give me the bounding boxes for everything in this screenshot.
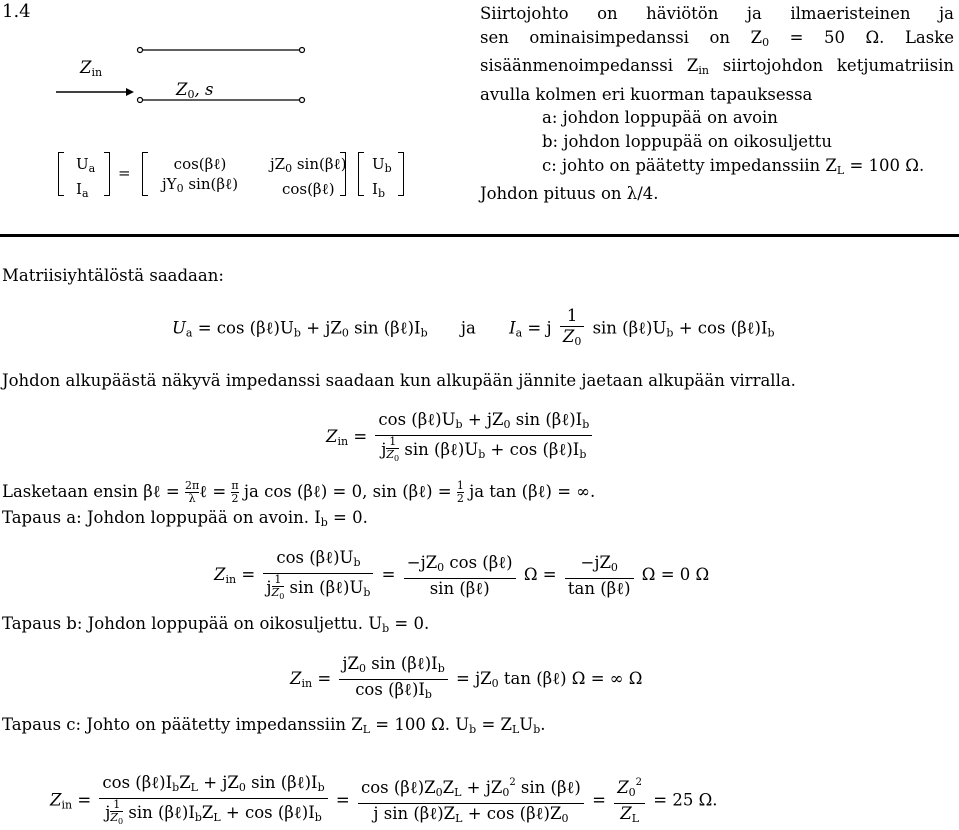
statement-line3: sisäänmenoimpedanssi $Z_{in}$ siirtojohdon ketjumatriisin [480, 56, 954, 78]
case-b-equation: $Z_{in}$ = $\frac{jZ_0 \sin (\beta\ell)I_b}{\cos (\beta\ell)I_b}$ = $jZ_0$ tan (βℓ) Ω = ∞ Ω [290, 654, 643, 701]
problem-number: 1.4 [2, 1, 31, 22]
terminal-b-bottom [300, 98, 305, 103]
statement-case-b: b: johdon loppupää on oikosuljettu [542, 131, 832, 151]
statement-case-c: c: johto on päätetty impedanssiin $Z_L = 100$ Ω. [542, 155, 925, 177]
zin-label: $Z_{in}$ [80, 58, 103, 79]
problem-statement [480, 2, 954, 206]
case-a-equation: $Z_{in}$ = $\cos (\beta\ell)U_b$ j $\frac{1}{Z_0}$ $\sin (\beta\ell)U_b$ = $\frac{-jZ_0 \cos (\beta\ell)}{\text{sin (βℓ)}}$ Ω = $\frac{-jZ_0}{\text{tan (βℓ)}}$ Ω = 0 Ω [214, 548, 710, 602]
line-label: $Z_0$, s [176, 80, 214, 101]
statement-line1: Siirtojohto on häviötön ja ilmaeristeinen ja [480, 4, 954, 23]
lhs-vector: $U_a$ $I_a$ [76, 155, 96, 200]
lasketaan-line: Lasketaan ensin βℓ = $\frac{2\pi}{\lambda}$ ℓ = $\frac{\pi}{2}$ ja cos (βℓ) = 0, sin (βℓ) = $\frac{1}{2}$ ja tan (βℓ) = ∞. [2, 479, 596, 505]
matrix-col2: $jZ_0$ sin(βℓ) cos(βℓ) [270, 155, 347, 198]
case-b-title: Tapaus b: Johdon loppupää on oikosuljettu. $U_b = 0$. [2, 614, 430, 635]
matrix-equations: $U_a = \cos$ $(\beta\ell)U_b + jZ_0$ $\sin (\beta\ell)I_b$ ja $I_a = j$ $\frac{1}{Z_0}$ $\sin (\beta\ell)U_b + \cos$ $(\beta\ell)I_b$ [172, 306, 775, 348]
solution-intro: Matriisiyhtälöstä saadaan: [2, 266, 224, 285]
chain-matrix-equation [58, 150, 418, 200]
terminal-a-top [138, 48, 143, 53]
zin-general-equation: $Z_{in}$ = $\cos (\beta\ell)U_b + jZ_0$ $\sin (\beta\ell)I_b$ j $\frac{1}{Z_0}$ $\sin (\beta\ell)U_b + \cos$ $(\beta\ell)I_b$ [326, 410, 595, 465]
statement-case-a: a: johdon loppupää on avoin [542, 108, 778, 128]
case-c-equation: $Z_{in}$ = $\cos (\beta\ell)I_bZ_L + jZ_0$ $\sin (\beta\ell)I_b$ j $\frac{1}{Z_0}$ $\sin (\beta\ell)I_bZ_L + \cos$ $(\beta\ell)I_b$ = $\frac{\cos (\beta\ell)Z_0Z_L + jZ_0^2 \sin (\beta\ell)}{j \sin (\beta\ell)Z_L + \cos (\beta\ell)Z_0}$ = $\frac{Z_0^2}{Z_L}$ = 25 Ω. [50, 773, 718, 827]
section-divider [0, 234, 959, 237]
statement-line4: avulla kolmen eri kuorman tapauksessa [480, 84, 813, 104]
input-arrow-head [126, 88, 134, 96]
solution-para1: Johdon alkupäästä näkyvä impedanssi saadaan kun alkupään jännite jaetaan alkupään virralla. [2, 371, 796, 390]
matrix-equals: = [118, 164, 131, 182]
terminal-b-top [300, 48, 305, 53]
statement-length: Johdon pituus on λ/4. [480, 184, 659, 204]
terminal-a-bottom [138, 98, 143, 103]
case-c-title: Tapaus c: Johto on päätetty impedanssiin $Z_L = 100$ Ω. $U_b = Z_LU_b$. [2, 715, 546, 736]
rhs-vector: $U_b$ $I_b$ [372, 155, 392, 200]
statement-line2: sen ominaisimpedanssi on $Z_0 = 50$ Ω. Laske [480, 27, 954, 49]
case-a-title: Tapaus a: Johdon loppupää on avoin. $I_b = 0$. [2, 508, 368, 529]
matrix-col1: cos(βℓ) $jY_0$ sin(βℓ) [162, 155, 239, 195]
